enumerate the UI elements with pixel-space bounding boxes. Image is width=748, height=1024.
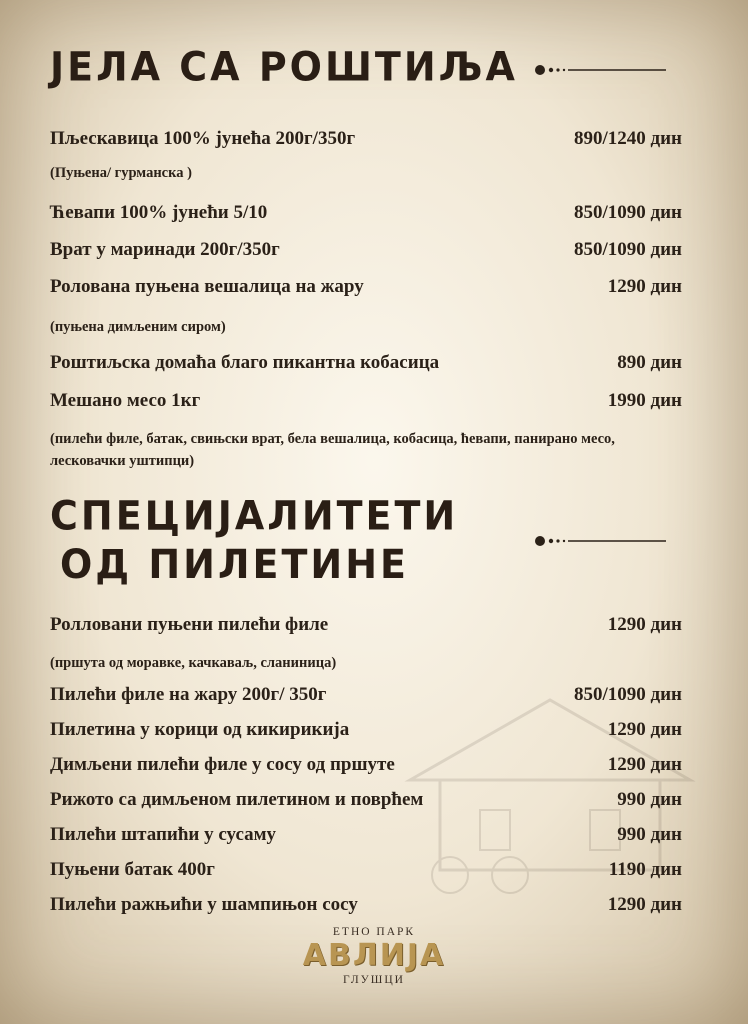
menu-item (50, 390, 682, 420)
item-price: 850/1090 дин (573, 202, 682, 223)
menu-item (50, 719, 682, 749)
item-name: Рижото са димљеном пилетином и поврћем (50, 789, 424, 810)
item-price: 1290 дин (607, 754, 682, 775)
menu-item (50, 239, 682, 269)
logo-name: АВЛИЈА (302, 938, 446, 973)
item-name: Ћевапи 100% јунећи 5/10 (50, 202, 268, 223)
logo-top-text: ЕТНО ПАРК (332, 926, 416, 938)
item-name: Димљени пилећи филе у сосу од пршуте (50, 754, 395, 775)
item-note: (Пуњена/ гурманска ) (50, 165, 192, 181)
item-name: Ролловани пуњени пилећи филе (50, 614, 329, 635)
dot-line-divider-icon (534, 64, 666, 76)
item-name: Пуњени батак 400г (50, 859, 215, 880)
item-price: 1190 дин (608, 859, 682, 880)
menu-item (50, 684, 682, 714)
item-name: Роштиљска домаћа благо пикантна кобасица (50, 352, 440, 373)
item-price: 850/1090 дин (573, 684, 682, 705)
item-price: 1990 дин (607, 390, 682, 411)
item-note: (пилећи филе, батак, свињски врат, бела вешалица, кобасица, ћевапи, панирано месо, лесковачки уштипци) (50, 431, 615, 469)
menu-item (50, 352, 682, 382)
menu-item (50, 202, 682, 232)
section-title-line: СПЕЦИЈАЛИТЕТИ (50, 492, 459, 539)
item-price: 1290 дин (607, 614, 682, 635)
menu-item (50, 276, 682, 306)
item-name: Пилећи филе на жару 200г/ 350г (50, 684, 327, 705)
item-price: 1290 дин (607, 894, 682, 915)
menu-item (50, 789, 682, 819)
item-price: 890/1240 дин (573, 128, 682, 149)
item-price: 890 дин (617, 352, 682, 373)
menu-item (50, 754, 682, 784)
item-price: 1290 дин (607, 719, 682, 740)
item-price: 990 дин (617, 824, 682, 845)
item-note: (пршута од моравке, качкаваљ, сланиница) (50, 655, 337, 671)
menu-item (50, 824, 682, 854)
logo-bottom-text: ГЛУШЦИ (343, 974, 405, 986)
item-note: (пуњена димљеним сиром) (50, 319, 226, 335)
menu-item (50, 894, 682, 924)
item-name: Пилећи штапићи у сусаму (50, 824, 277, 845)
dot-line-divider-icon (534, 535, 666, 547)
item-price: 1290 дин (607, 276, 682, 297)
section-title-chicken (50, 492, 458, 589)
item-name: Мешано месо 1кг (50, 390, 201, 411)
item-name: Пилећи ражњићи у шампињон сосу (50, 894, 358, 915)
section-title-grill: ЈЕЛА СА РОШТИЉА (50, 43, 518, 91)
etno-park-logo (294, 926, 454, 986)
item-name: Врат у маринади 200г/350г (50, 239, 280, 260)
item-price: 990 дин (617, 789, 682, 810)
section-title-line: ОД ПИЛЕТИНЕ (60, 541, 409, 588)
menu-item (50, 128, 682, 158)
menu-item (50, 614, 682, 644)
item-name: Пилетина у корици од кикирикија (50, 719, 350, 740)
item-name: Пљескавица 100% јунећа 200г/350г (50, 128, 356, 149)
menu-item (50, 859, 682, 889)
item-name: Ролована пуњена вешалица на жару (50, 276, 364, 297)
item-price: 850/1090 дин (573, 239, 682, 260)
